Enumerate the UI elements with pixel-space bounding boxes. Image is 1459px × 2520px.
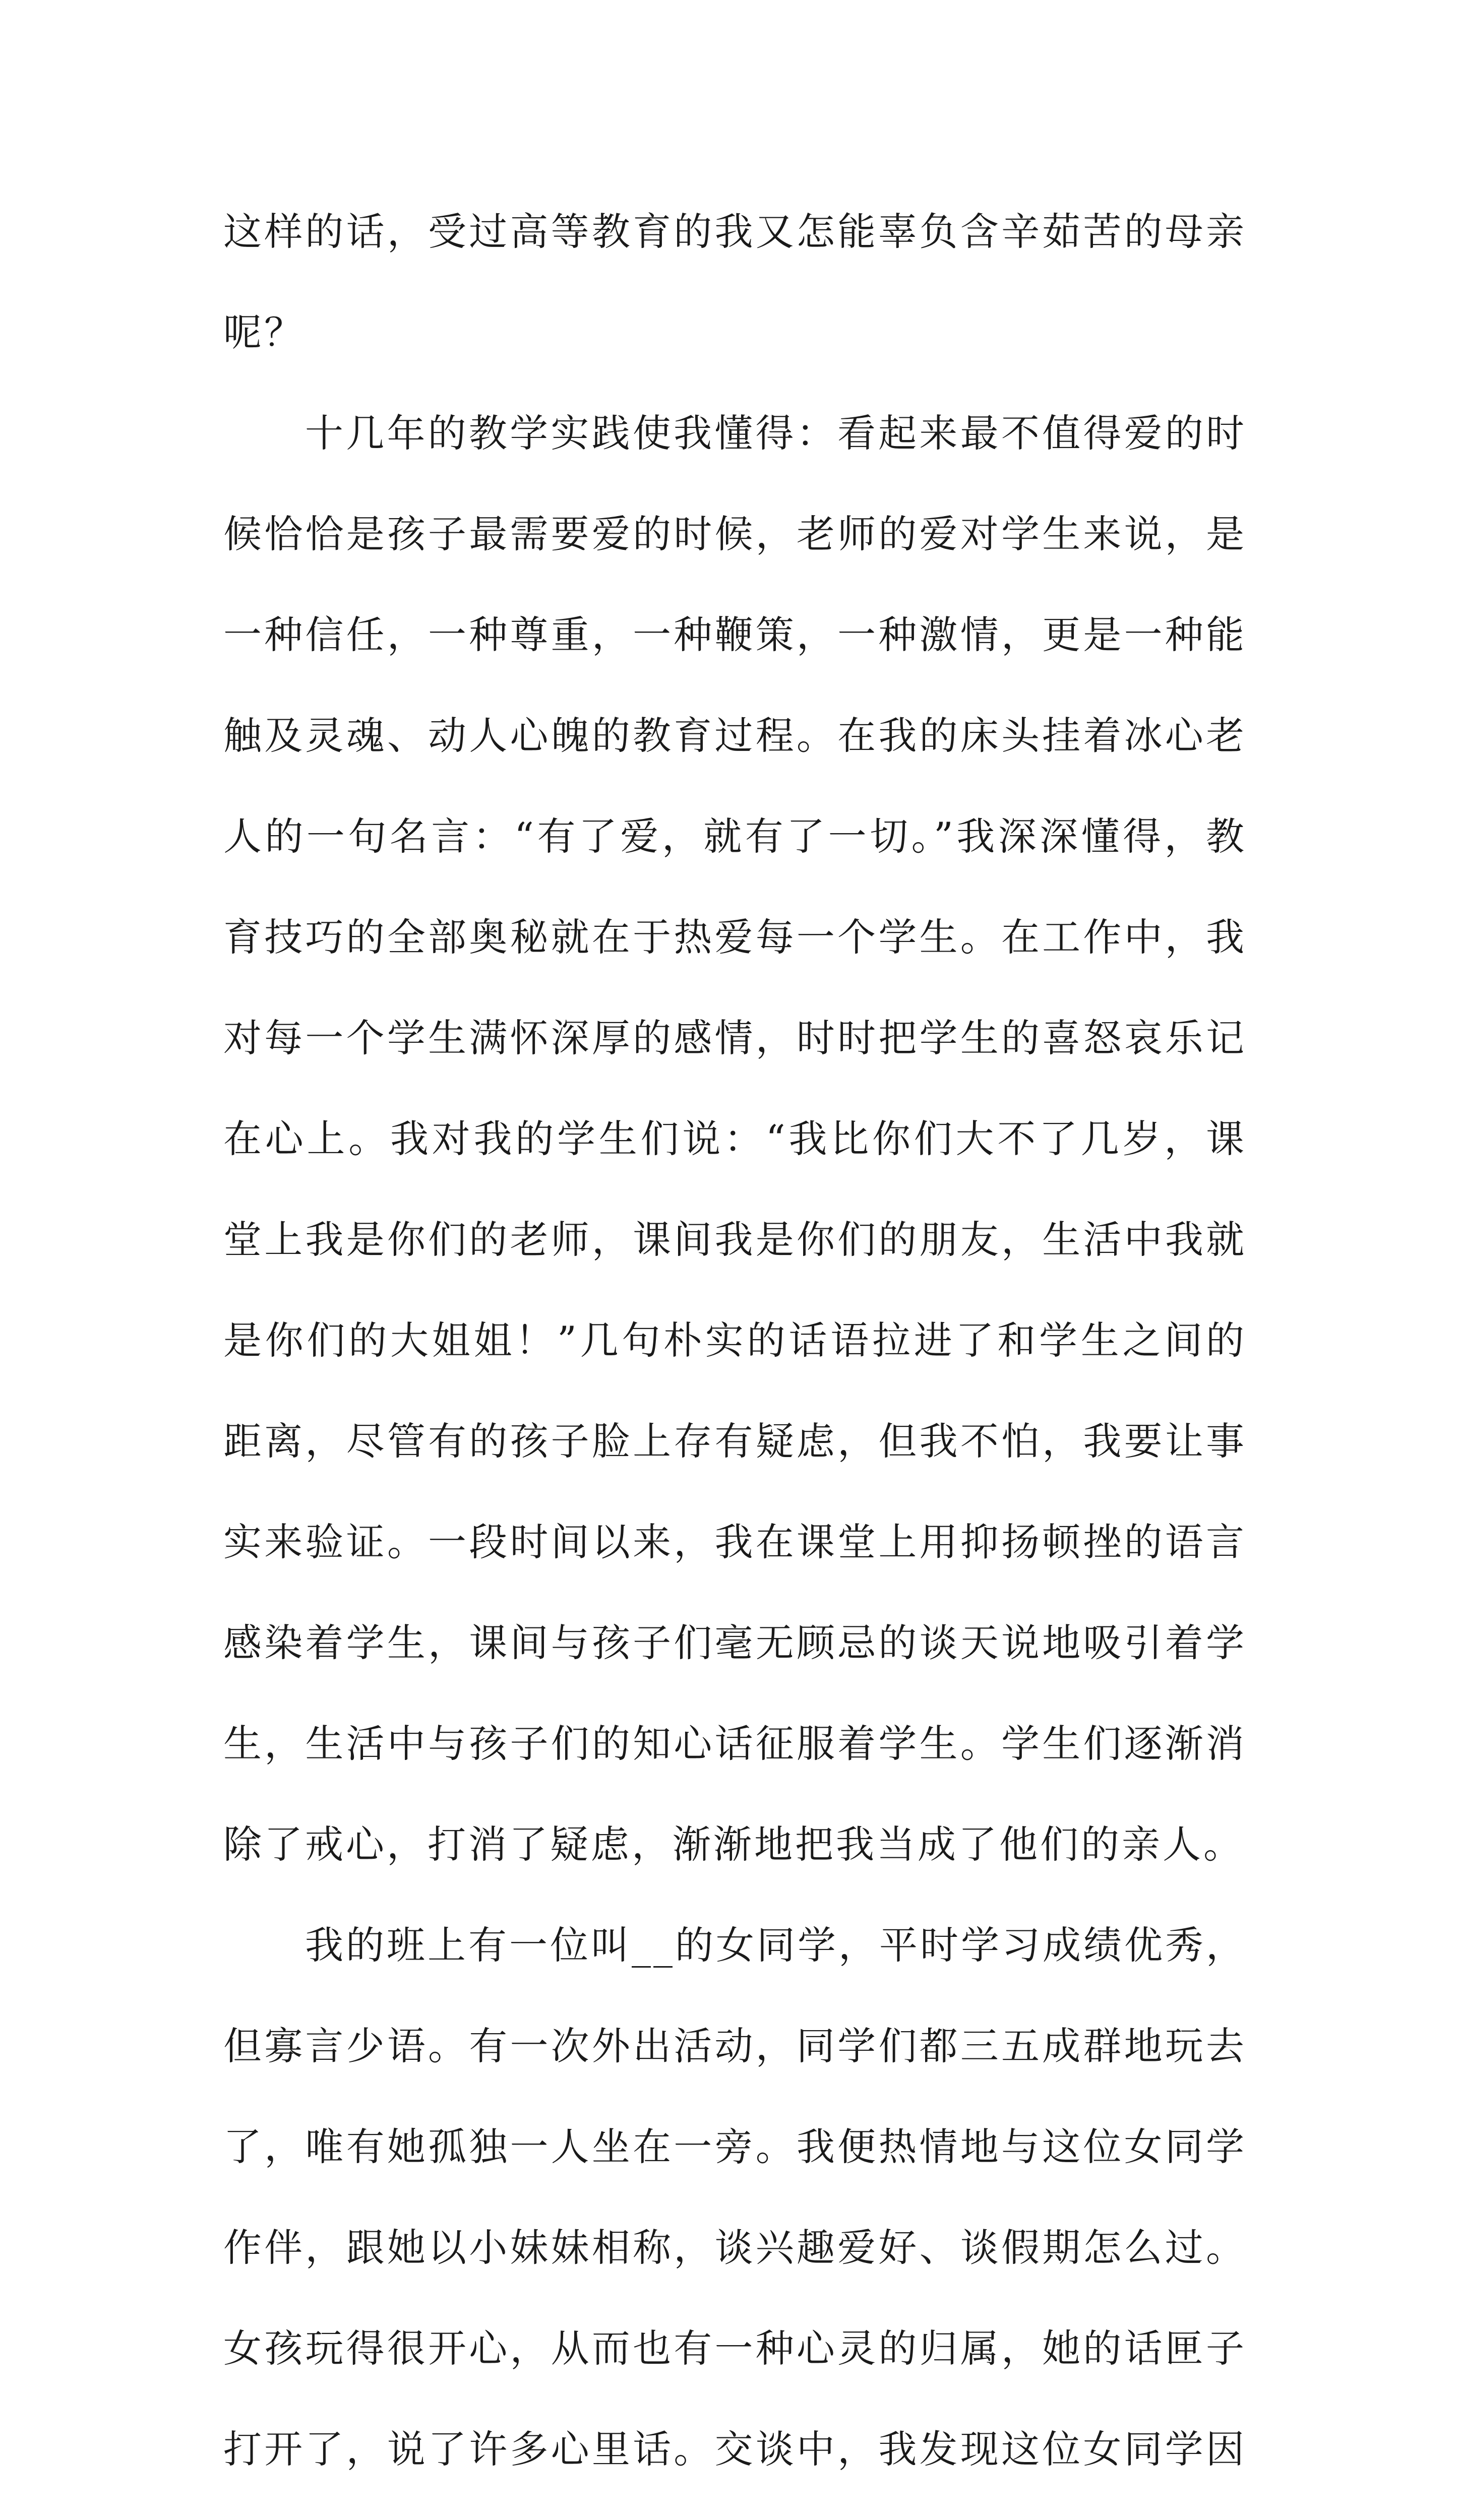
paragraph-teaching-practice: 十几年的教学实践使我懂得：看起来最不值得爱的时候恰恰是孩子最需要爱的时候，老师的爱对学生来说，是一种信任，一种尊重，一种鞭策，一种激情，更是一种能触及灵魂、动人心魄的教育过程。在我的床头挂着冰心老人的一句名言：“有了爱，就有了一切。”我深深懂得，教育技巧的全部奥秘就在于热爱每一个学生。在工作中，我对每一个学生满怀深厚的感情，时时把学生的喜怒哀乐记在心上。我对我的学生们说：“我比你们大不了几岁，课堂上我是你们的老师，课间我是你们的朋友，生活中我就是你们的大姐姐！”几句朴实的话语拉进了和学生之间的距离，尽管有的孩子脸上存有疑虑，但我不怕，我要让事实来验证。一段时间以来，我在课堂上用抑扬顿挫的语言感染着学生，课间与孩子们毫无顾忌的谈天说地吸引着学生，生活中与孩子们的知心话征服着学生。学生们逐渐消除了戒心，打消了疑虑，渐渐地把我当成了他们的亲人。 xyxy=(223,411,1247,1867)
paragraph-continuation: 这样的话，受过高等教育的我又怎能辜负含辛茹苦的母亲呢？ xyxy=(223,209,1247,355)
paragraph-female-student: 我的班上有一位叫__的女同学，平时学习成绩优秀，但寡言少语。有一次外出活动，同学们都三五成群地玩去了，唯有她孤独一人坐在一旁。我便热情地与这位女同学作伴，跟她以小妹妹相称，谈兴趣爱好、谈假期怎么过。女孩玩得很开心，从而也有一种心灵的归属，她的话匣子打开了，说了许多心里话。交谈中，我发现这位女同学因 xyxy=(223,1923,1247,2472)
body-text xyxy=(223,181,1247,2520)
